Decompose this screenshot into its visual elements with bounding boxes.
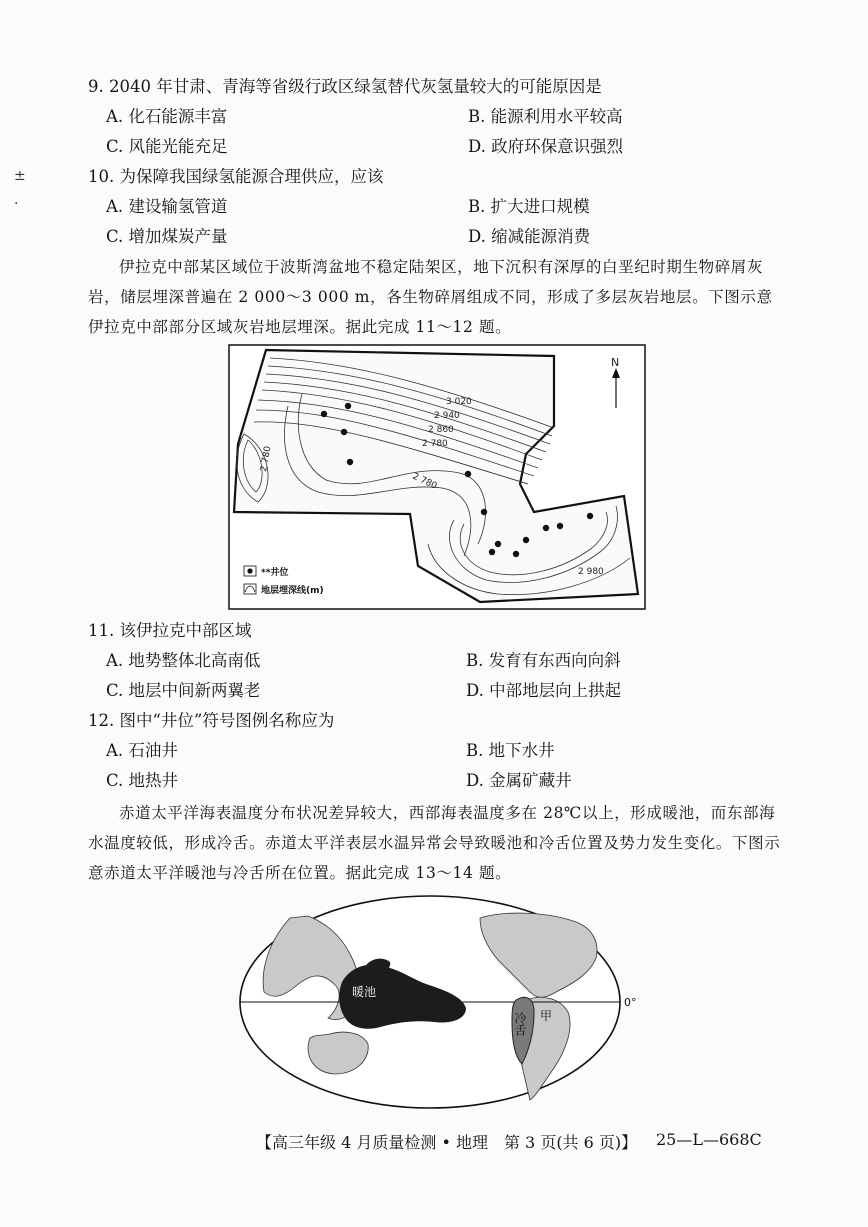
- question-9-option-c: C. 风能光能充足: [106, 137, 228, 156]
- margin-mark: ±: [14, 168, 26, 184]
- jia-label: 甲: [540, 1009, 553, 1023]
- well-marker: [341, 429, 347, 435]
- question-11-option-d: D. 中部地层向上拱起: [466, 681, 622, 700]
- contour-label: 2 980: [578, 567, 604, 577]
- contour-label: 2 860: [428, 425, 454, 435]
- pacific-world-map: [230, 888, 650, 1116]
- well-marker: [321, 411, 327, 417]
- question-12-option-b: B. 地下水井: [466, 741, 555, 760]
- contour-label: 2 780: [422, 439, 448, 449]
- question-11-option-b: B. 发育有东西向向斜: [466, 651, 621, 670]
- question-12-option-a: A. 石油井: [106, 741, 178, 760]
- well-marker: [523, 537, 529, 543]
- equator-label: 0°: [624, 996, 637, 1009]
- passage-pacific: 赤道太平洋海表温度分布状况差异较大，西部海表温度多在 28℃以上，形成暖池，而东部海水温度较低，形成冷舌。赤道太平洋表层水温异常会导致暖池和冷舌位置及势力发生变化。下图示意赤道太平洋暖池与冷舌所在位置。据此完成 13～14 题。: [88, 804, 781, 882]
- question-9-option-a: A. 化石能源丰富: [106, 107, 228, 126]
- well-marker: [587, 513, 593, 519]
- north-label: N: [611, 356, 620, 369]
- question-11-stem: 11. 该伊拉克中部区域: [88, 621, 252, 640]
- legend-contour-label: 地层埋深线(m): [261, 586, 324, 596]
- well-marker: [495, 541, 501, 547]
- cold-tongue-label: 冷舌: [513, 1012, 527, 1036]
- well-marker: [347, 459, 353, 465]
- well-marker: [489, 549, 495, 555]
- question-12-option-c: C. 地热井: [106, 771, 179, 790]
- question-10-stem: 10. 为保障我国绿氢能源合理供应，应该: [88, 167, 384, 186]
- question-11-option-a: A. 地势整体北高南低: [106, 651, 261, 670]
- question-12-stem: 12. 图中“井位”符号图例名称应为: [88, 711, 335, 730]
- contour-label: 2 780: [410, 471, 439, 492]
- well-marker: [557, 523, 563, 529]
- iraq-contour-map: [228, 344, 646, 610]
- margin-mark: ·: [14, 196, 19, 212]
- well-marker: [543, 525, 549, 531]
- contour-label: 3 020: [446, 397, 472, 407]
- contour-label: 2 940: [434, 411, 460, 421]
- well-marker: [465, 471, 471, 477]
- footer-code: 25—L—668C: [656, 1130, 762, 1149]
- question-12-option-d: D. 金属矿藏井: [466, 771, 572, 790]
- contour-label: 2 780: [259, 445, 274, 473]
- question-9-option-d: D. 政府环保意识强烈: [468, 137, 624, 156]
- question-10-option-c: C. 增加煤炭产量: [106, 227, 228, 246]
- passage-iraq: 伊拉克中部某区域位于波斯湾盆地不稳定陆架区，地下沉积有深厚的白垩纪时期生物碎屑灰岩，储层埋深普遍在 2 000～3 000 m，各生物碎屑组成不同，形成了多层灰岩地层。下图示意伊拉克中部部分区域灰岩地层埋深。据此完成 11～12 题。: [88, 258, 773, 336]
- question-10-option-d: D. 缩减能源消费: [468, 227, 591, 246]
- legend-well-label: **井位: [261, 568, 289, 578]
- question-11-option-c: C. 地层中间新两翼老: [106, 681, 261, 700]
- question-9-option-b: B. 能源利用水平较高: [468, 107, 623, 126]
- well-marker: [513, 551, 519, 557]
- warm-pool-label: 暖池: [352, 985, 377, 999]
- question-10-option-a: A. 建设输氢管道: [106, 197, 228, 216]
- well-marker: [481, 509, 487, 515]
- question-10-option-b: B. 扩大进口规模: [468, 197, 590, 216]
- well-marker: [345, 403, 351, 409]
- question-9-stem: 9. 2040 年甘肃、青海等省级行政区绿氢替代灰氢量较大的可能原因是: [88, 77, 602, 96]
- footer-title: 【高三年级 4 月质量检测 • 地理 第 3 页(共 6 页)】: [256, 1133, 638, 1152]
